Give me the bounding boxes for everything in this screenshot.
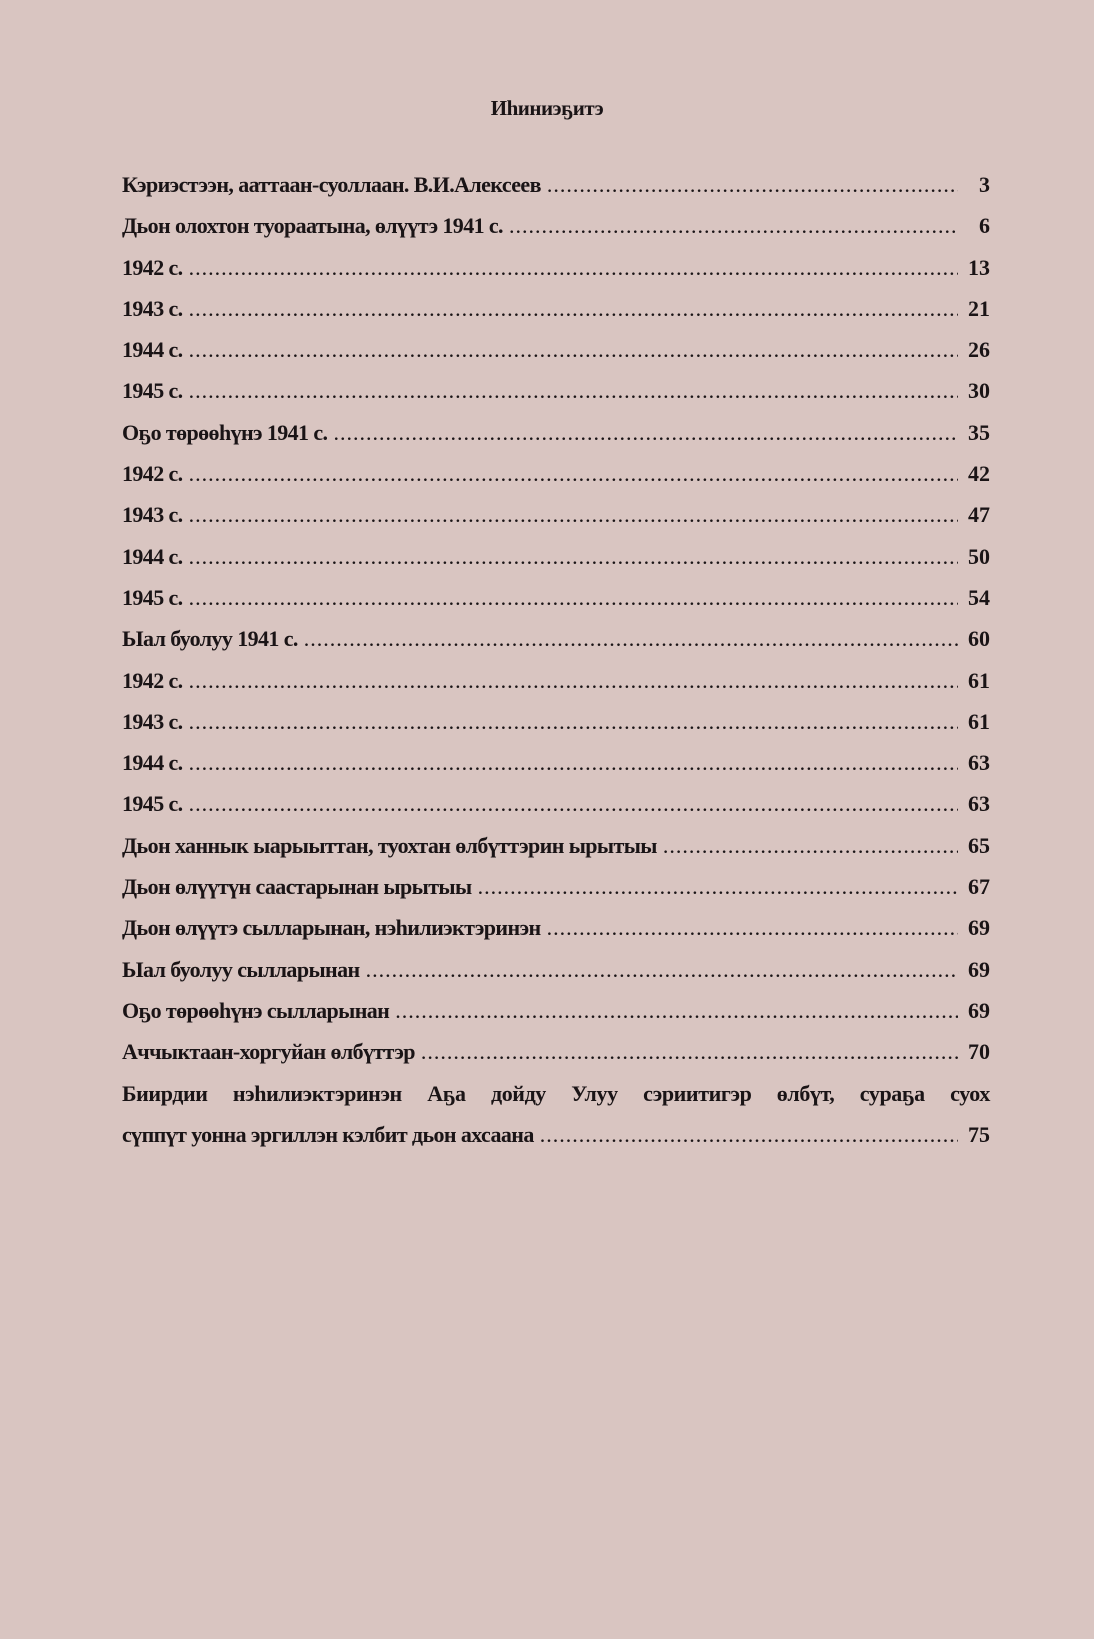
toc-entry-page: 13 (968, 254, 990, 280)
leader-dots (189, 544, 958, 570)
toc-entry-page: 61 (968, 667, 990, 693)
toc-entry (122, 172, 990, 213)
leader-dots (189, 296, 958, 322)
toc-entry-page: 35 (968, 419, 990, 445)
toc-entry-page: 63 (968, 750, 990, 776)
toc-entry (122, 957, 990, 998)
toc-entry (122, 874, 990, 915)
leader-dots (189, 337, 958, 363)
leader-dots (189, 255, 958, 281)
toc-entry (122, 420, 990, 461)
leader-dots (189, 791, 958, 817)
toc-entry-page: 69 (968, 997, 990, 1023)
toc-entry-label: 1943 с. (122, 295, 183, 321)
toc-entry-page: 3 (979, 172, 990, 197)
toc-entry-word: суох (950, 1080, 990, 1106)
toc-entry-page: 69 (968, 915, 990, 941)
toc-entry-page: 30 (968, 378, 990, 404)
toc-entry (122, 378, 990, 419)
toc-entry-label: 1942 с. (122, 461, 183, 487)
toc-entry-label: Оҕо төрөөһүнэ сылларынан (122, 997, 390, 1023)
toc-entry-label: Аччыктаан-хоргуйан өлбүттэр (122, 1039, 415, 1065)
toc-entry (122, 709, 990, 750)
toc-entry-label: Дьон олохтон туораатына, өлүүтэ 1941 с. (122, 213, 503, 239)
toc-entry (122, 750, 990, 791)
toc-entry-label: сүппүт уонна эргиллэн кэлбит дьон ахсаана (122, 1121, 534, 1147)
toc-entry-label: 1944 с. (122, 750, 183, 776)
toc-entry (122, 998, 990, 1039)
toc-entry (122, 255, 990, 296)
toc-entry-word: өлбүт, (776, 1080, 835, 1106)
toc-entry-page: 75 (968, 1121, 990, 1147)
toc-entry-page: 42 (968, 461, 990, 487)
toc-entry (122, 585, 990, 626)
leader-dots (333, 420, 958, 446)
toc-entry-page: 26 (968, 337, 990, 363)
toc-entry (122, 296, 990, 337)
toc-entry-label: Ыал буолуу 1941 с. (122, 626, 298, 652)
leader-dots (189, 709, 958, 735)
toc-entry-label: Дьон ханнык ыарыыттан, туохтан өлбүттэрин ырытыы (122, 832, 657, 858)
toc-entry-page: 47 (968, 502, 990, 528)
toc-entry-word: Биирдии (122, 1080, 208, 1106)
toc-entry (122, 1039, 990, 1080)
toc-entry-word: дойду (490, 1080, 546, 1106)
toc-entry (122, 915, 990, 956)
toc-entry-label: 1943 с. (122, 708, 183, 734)
toc-entry-label: 1942 с. (122, 667, 183, 693)
leader-dots (478, 874, 958, 900)
toc-entry-page: 54 (968, 584, 990, 610)
leader-dots (189, 668, 958, 694)
toc-entry-word: нэһилиэктэринэн (232, 1080, 402, 1106)
leader-dots (663, 833, 958, 859)
toc-entry-label: 1945 с. (122, 791, 183, 817)
toc-entry-label: Кэриэстээн, ааттаан-суоллаан. В.И.Алексеев (122, 172, 541, 197)
toc-entry-word: сураҕа (859, 1080, 925, 1106)
table-of-contents (122, 172, 990, 1148)
toc-entry-label: 1945 с. (122, 584, 183, 610)
toc-entry-multiline (122, 1081, 990, 1148)
toc-entry-label: Ыал буолуу сылларынан (122, 956, 360, 982)
toc-entry (122, 791, 990, 832)
toc-entry-page: 65 (968, 832, 990, 858)
toc-entry-label: 1945 с. (122, 378, 183, 404)
toc-entry (122, 337, 990, 378)
toc-entry-word: Улуу (571, 1080, 618, 1106)
toc-entry-word: сэриитигэр (643, 1080, 752, 1106)
leader-dots (547, 172, 958, 198)
toc-entry-label: Оҕо төрөөһүнэ 1941 с. (122, 419, 328, 445)
toc-entry-label: 1943 с. (122, 502, 183, 528)
leader-dots (189, 461, 958, 487)
leader-dots (540, 1122, 958, 1148)
toc-entry (122, 544, 990, 585)
leader-dots (189, 585, 958, 611)
toc-entry-page: 61 (968, 708, 990, 734)
toc-entry-page: 63 (968, 791, 990, 817)
toc-entry-label: 1944 с. (122, 543, 183, 569)
toc-entry-label: Дьон өлүүтүн саастарынан ырытыы (122, 874, 472, 900)
toc-entry-label: Дьон өлүүтэ сылларынан, нэһилиэктэринэн (122, 915, 541, 941)
toc-entry-label: 1944 с. (122, 337, 183, 363)
toc-entry (122, 626, 990, 667)
page-title: Иһиниэҕитэ (490, 96, 604, 120)
toc-entry (122, 213, 990, 254)
leader-dots (366, 957, 958, 983)
toc-entry (122, 461, 990, 502)
toc-entry-page: 21 (968, 295, 990, 321)
toc-entry-line1 (122, 1081, 990, 1122)
toc-entry (122, 502, 990, 543)
toc-entry (122, 668, 990, 709)
toc-entry-page: 50 (968, 543, 990, 569)
leader-dots (509, 213, 958, 239)
leader-dots (304, 626, 958, 652)
leader-dots (189, 502, 958, 528)
toc-entry-page: 67 (968, 874, 990, 900)
toc-entry-page: 6 (979, 213, 990, 239)
toc-entry-page: 70 (968, 1039, 990, 1065)
leader-dots (547, 915, 958, 941)
toc-entry-page: 60 (968, 626, 990, 652)
leader-dots (189, 750, 958, 776)
toc-entry-label: 1942 с. (122, 254, 183, 280)
toc-entry (122, 833, 990, 874)
leader-dots (421, 1039, 958, 1065)
toc-entry-page: 69 (968, 956, 990, 982)
toc-entry-word: Аҕа (427, 1080, 466, 1106)
leader-dots (395, 998, 958, 1024)
leader-dots (189, 378, 958, 404)
